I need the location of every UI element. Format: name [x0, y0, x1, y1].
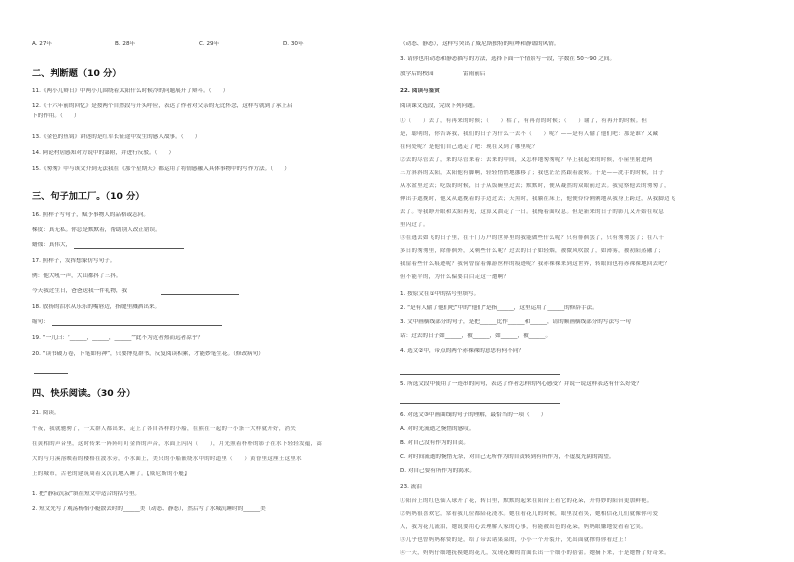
sentence-prompt-birthday: 今天我过生日，爸爸送我一件礼物，我: [32, 288, 128, 294]
answer-line-birthday[interactable]: [161, 289, 239, 295]
passage22-q6-option-d: D. 对自己要有所作为的渴求。: [400, 468, 475, 474]
reading-instruction: 阅读课文选段，完成下列问题。: [400, 103, 479, 109]
passage22-q3: 3. 文中画横线部分的句子，是把______比作______和______，请的顺画横线部分的写法写一句: [400, 319, 631, 325]
reading-passage-line-4: 上的城市，古老的建筑周着又沉沉地入睡了。【威尼斯的小艇】: [32, 471, 191, 477]
passage22-line-3: 在何处呢？是他们自己逃走了吧：现在又到了哪里呢？: [400, 144, 538, 150]
passage22-q6: 6. 对选文③中画曲线的句子的理解，最恰当的一项（ ）: [400, 412, 547, 418]
passage22-q6-option-a: A. 对时光流逝之惋惜的感叹。: [400, 426, 475, 432]
sentence-item-20: 20. “读书破万卷，下笔如有神”，只要博览群书，反复阅读积累，才能妙笔生花。（修改病句）: [32, 351, 264, 357]
passage22-q5: 5. 所选文段中使用了一连串的问句，表达了作者怎样的内心感受？并说一说这样表达有什么好处？: [400, 381, 643, 387]
q2-continued: （动态、静态），这样写突出了威尼斯独特的喧哗和静谧的风情。: [400, 41, 560, 47]
passage22-q4: 4. 选文②中，带点的两个赤裸裸的意思有何不同？: [400, 348, 525, 354]
passage22-line-10: ③在逃去如飞的日子里，在千门万户的世界里的我能做些什么呢？只有徘徊罢了，只有匆匆罢了；在八千: [400, 235, 665, 241]
passage22-line-11: 多日的匆匆里，除徘徊外，又剩些什么呢？过去的日子如轻烟，被微风吹散了，如薄雾，被初阳蒸融了；: [400, 248, 665, 254]
option-c: C. 29年: [199, 41, 220, 47]
answer-line-shorten[interactable]: [52, 320, 222, 326]
sentence-prompt-shorten: 缩句：: [32, 319, 49, 325]
passage23-line-1: ①阳台上的红色仙人球开了花，转日里，默默的起来在阳台上看它的花朵，开得妙的阳台更加鲜艳。: [400, 498, 653, 504]
option-a: A. 27年: [32, 41, 52, 47]
reading-q3: 3. 请你也用动态和静态描写的方法，选择下面一个情景写一段，字数在 50～90 之间。: [400, 56, 616, 62]
sentence-prompt-candle: 蜡烛：真伟大，: [32, 242, 72, 248]
judge-item-12-cont: 下的作用。（ ）: [32, 113, 80, 119]
scene-option-storm: 雷雨前后: [463, 71, 486, 77]
section-title-judge: 二、判断题（10 分）: [32, 68, 122, 79]
passage22-line-1: ①（ ）去了，有再来的时候；（ ）枯了，有再青的时候；（ ）谢了，有再开的时候。但: [400, 118, 648, 124]
passage22-q1: 1. 按原文在①中的括号里填写。: [400, 291, 480, 297]
reading-passage-line-2: 在黄相的声音里，这时传来一阵阵叮叮金咨的声音，水面上闪闪（ ），月光照着朴朴的影子在水下轻轻发蕴，嵩: [32, 441, 323, 447]
passage23-line-3: 人，我为花儿流泪，她说要用心去理解人家的心事，有能被出色的花朵，妈妈眼嫌地爱看着它笑。: [400, 524, 647, 530]
reading-item-21: 21. 阅读。: [32, 410, 60, 416]
sentence-example-17: 例：他大吼一声，大山都抖了三抖。: [32, 273, 122, 279]
passage22-line-7: 伸出手遮挽时，他又从遮挽着的手边过去；天黑时，我躺在床上，他便伶伶俐俐地从我身上跨过，从我脚边飞: [400, 196, 676, 202]
judge-item-11: 11.《两小儿辩日》中两小儿围绕着太阳什么时候冷的问题展开了辩斗。（ ）: [32, 88, 229, 94]
sentence-item-19: 19. “一儿曰：‘______，______，______’”此不为近者热而远者凉乎？: [32, 335, 204, 341]
sentence-item-16: 16. 照样子写句子，赋予事物人的品格或志向。: [32, 212, 149, 218]
judge-item-14: 14. 阿论村居感知对方说中的第附，并进行反驳。（ ）: [32, 150, 175, 156]
passage22-line-9: 里闪过了。: [400, 222, 429, 228]
section-title-reading: 四、快乐阅读。（30 分）: [32, 388, 136, 399]
passage22-line-2: 是，聪明的，你告诉我，我们的日子为什么一去不（ ）呢？——是有人偷了他们吧：那是谁？又藏: [400, 131, 659, 137]
passage23-line-5: ④一天，妈妈仔细地抚摸她的花儿，发现花瓣的背面长出一个细小的蓓蕾。她摘下来，于是她瞥了好奇来。: [400, 550, 670, 556]
reading-passage-line-3: 大的与月溪溶映着的楼格在波水旁，小水面上，美只的小船嵌绕水中的时道里（ ）黄昏里这座王这里水: [32, 456, 302, 462]
reading-item-23: 23. 流泪: [400, 484, 422, 490]
scene-option-school: 放学后的校园: [400, 71, 434, 77]
passage22-line-6: 从水盆里过去；吃饭的时候，日子从饭碗里过去；默默时，便从凝然的双眼前过去。我觉察他去的匆匆了，: [400, 183, 670, 189]
reading-item-22: 22. 阅读与鉴赏: [400, 88, 440, 94]
passage22-line-5: 三方斜斜的太阳，太阳他有脚啊，轻轻悄悄地挪移了；我也茫茫然跟着旋转。于是——洗手的时候，日子: [400, 170, 665, 176]
passage22-line-8: 去了。等我睁开眼和太阳再见，这算又溜走了一日。我掩着面叹息。但是新来的日子的影儿又开始在叹息: [400, 209, 665, 215]
judge-item-13: 13.《金色的鱼钩》讲述的是红军长征途中发生的感人故事。（ ）: [32, 134, 201, 140]
answer-line-q5[interactable]: [400, 398, 560, 404]
passage22-line-12: 我留着些什么痕迹呢？我何曾留着像游丝样的痕迹呢？我赤裸裸来到这世界，转眼间也将赤裸裸地回去吧？: [400, 261, 670, 267]
sentence-item-17: 17. 照样子，发挥想象仿写句子。: [32, 258, 116, 264]
sentence-item-18: 18. 放扬的泪水从乐乐的嘴唇边，指缝里溅洒出来。: [32, 304, 161, 310]
judge-item-15: 15.《匆匆》中与该文介到无法我在《那个星期天》都运用了将情感融入具体事物中的写作方法。（ ）: [32, 166, 290, 172]
option-b: B. 28年: [115, 41, 136, 47]
passage22-q6-option-c: C. 对时间流逝的惋惜无奈，对自己无所作为的自责转到有所作为，不虚度光阴的渴望。: [400, 454, 615, 460]
passage22-q6-option-b: B. 对自己没有作为的自责。: [400, 440, 469, 446]
passage22-line-4: ②去的尽管去了，来的尽管来着：去来的中间，又怎样地匆匆呢？早上我起来的时候，小屋里射进两: [400, 157, 653, 163]
reading-q1: 1. 把“静寂沉寂”填在短文中适合的括号里。: [32, 491, 141, 497]
passage22-q2: 2. “是有人偷了他们吧”中的“他们”是指______，这里运用了______的修辞手法。: [400, 305, 598, 311]
passage22-line-13: 但不能平的，为什么偏要白白走这一遭啊？: [400, 274, 510, 280]
right-column: [400, 0, 766, 562]
answer-line-q4[interactable]: [400, 369, 560, 375]
reading-q2: 2. 短文先写了观荡杨怡小艇散去时的______美（动态、静态），然后写了水城沉睡时的______美: [32, 506, 266, 512]
sentence-example-16: 梯皮：真无私。你总是默默着，帮助别人改正错误。: [32, 227, 161, 233]
left-column: [32, 0, 384, 562]
section-title-sentence: 三、句子加工厂。（10 分）: [32, 191, 145, 202]
answer-line-candle[interactable]: [74, 243, 184, 249]
reading-passage-line-1: 午夜，我就驰骋了，一太群人都出来，走上了各自各样的小船，在熊在一起的一小条一大样就开好，消失: [32, 426, 297, 432]
option-d: D. 30年: [283, 41, 304, 47]
passage23-line-2: ②妈妈很喜欢它，常看我几位都陪花浇水。她在看花儿的时候，眼里没看笑，她相信花儿们就像你可爱: [400, 511, 659, 517]
answer-line-20[interactable]: [34, 368, 68, 374]
passage23-line-4: ③几乎也曾妈妈称赞的是，给了带去诸果菜的，小小一个开裂开，先出面就撑得你看过上！: [400, 537, 630, 543]
judge-item-12: 12.《十六年前的回忆》是按两个自然段与开头呼应，表达了作者对父亲的无比怀念，这样写就到了承上启: [32, 103, 293, 109]
passage22-q3-cont: 话：过去的日子如______，被______，如______，被______。: [400, 333, 552, 339]
